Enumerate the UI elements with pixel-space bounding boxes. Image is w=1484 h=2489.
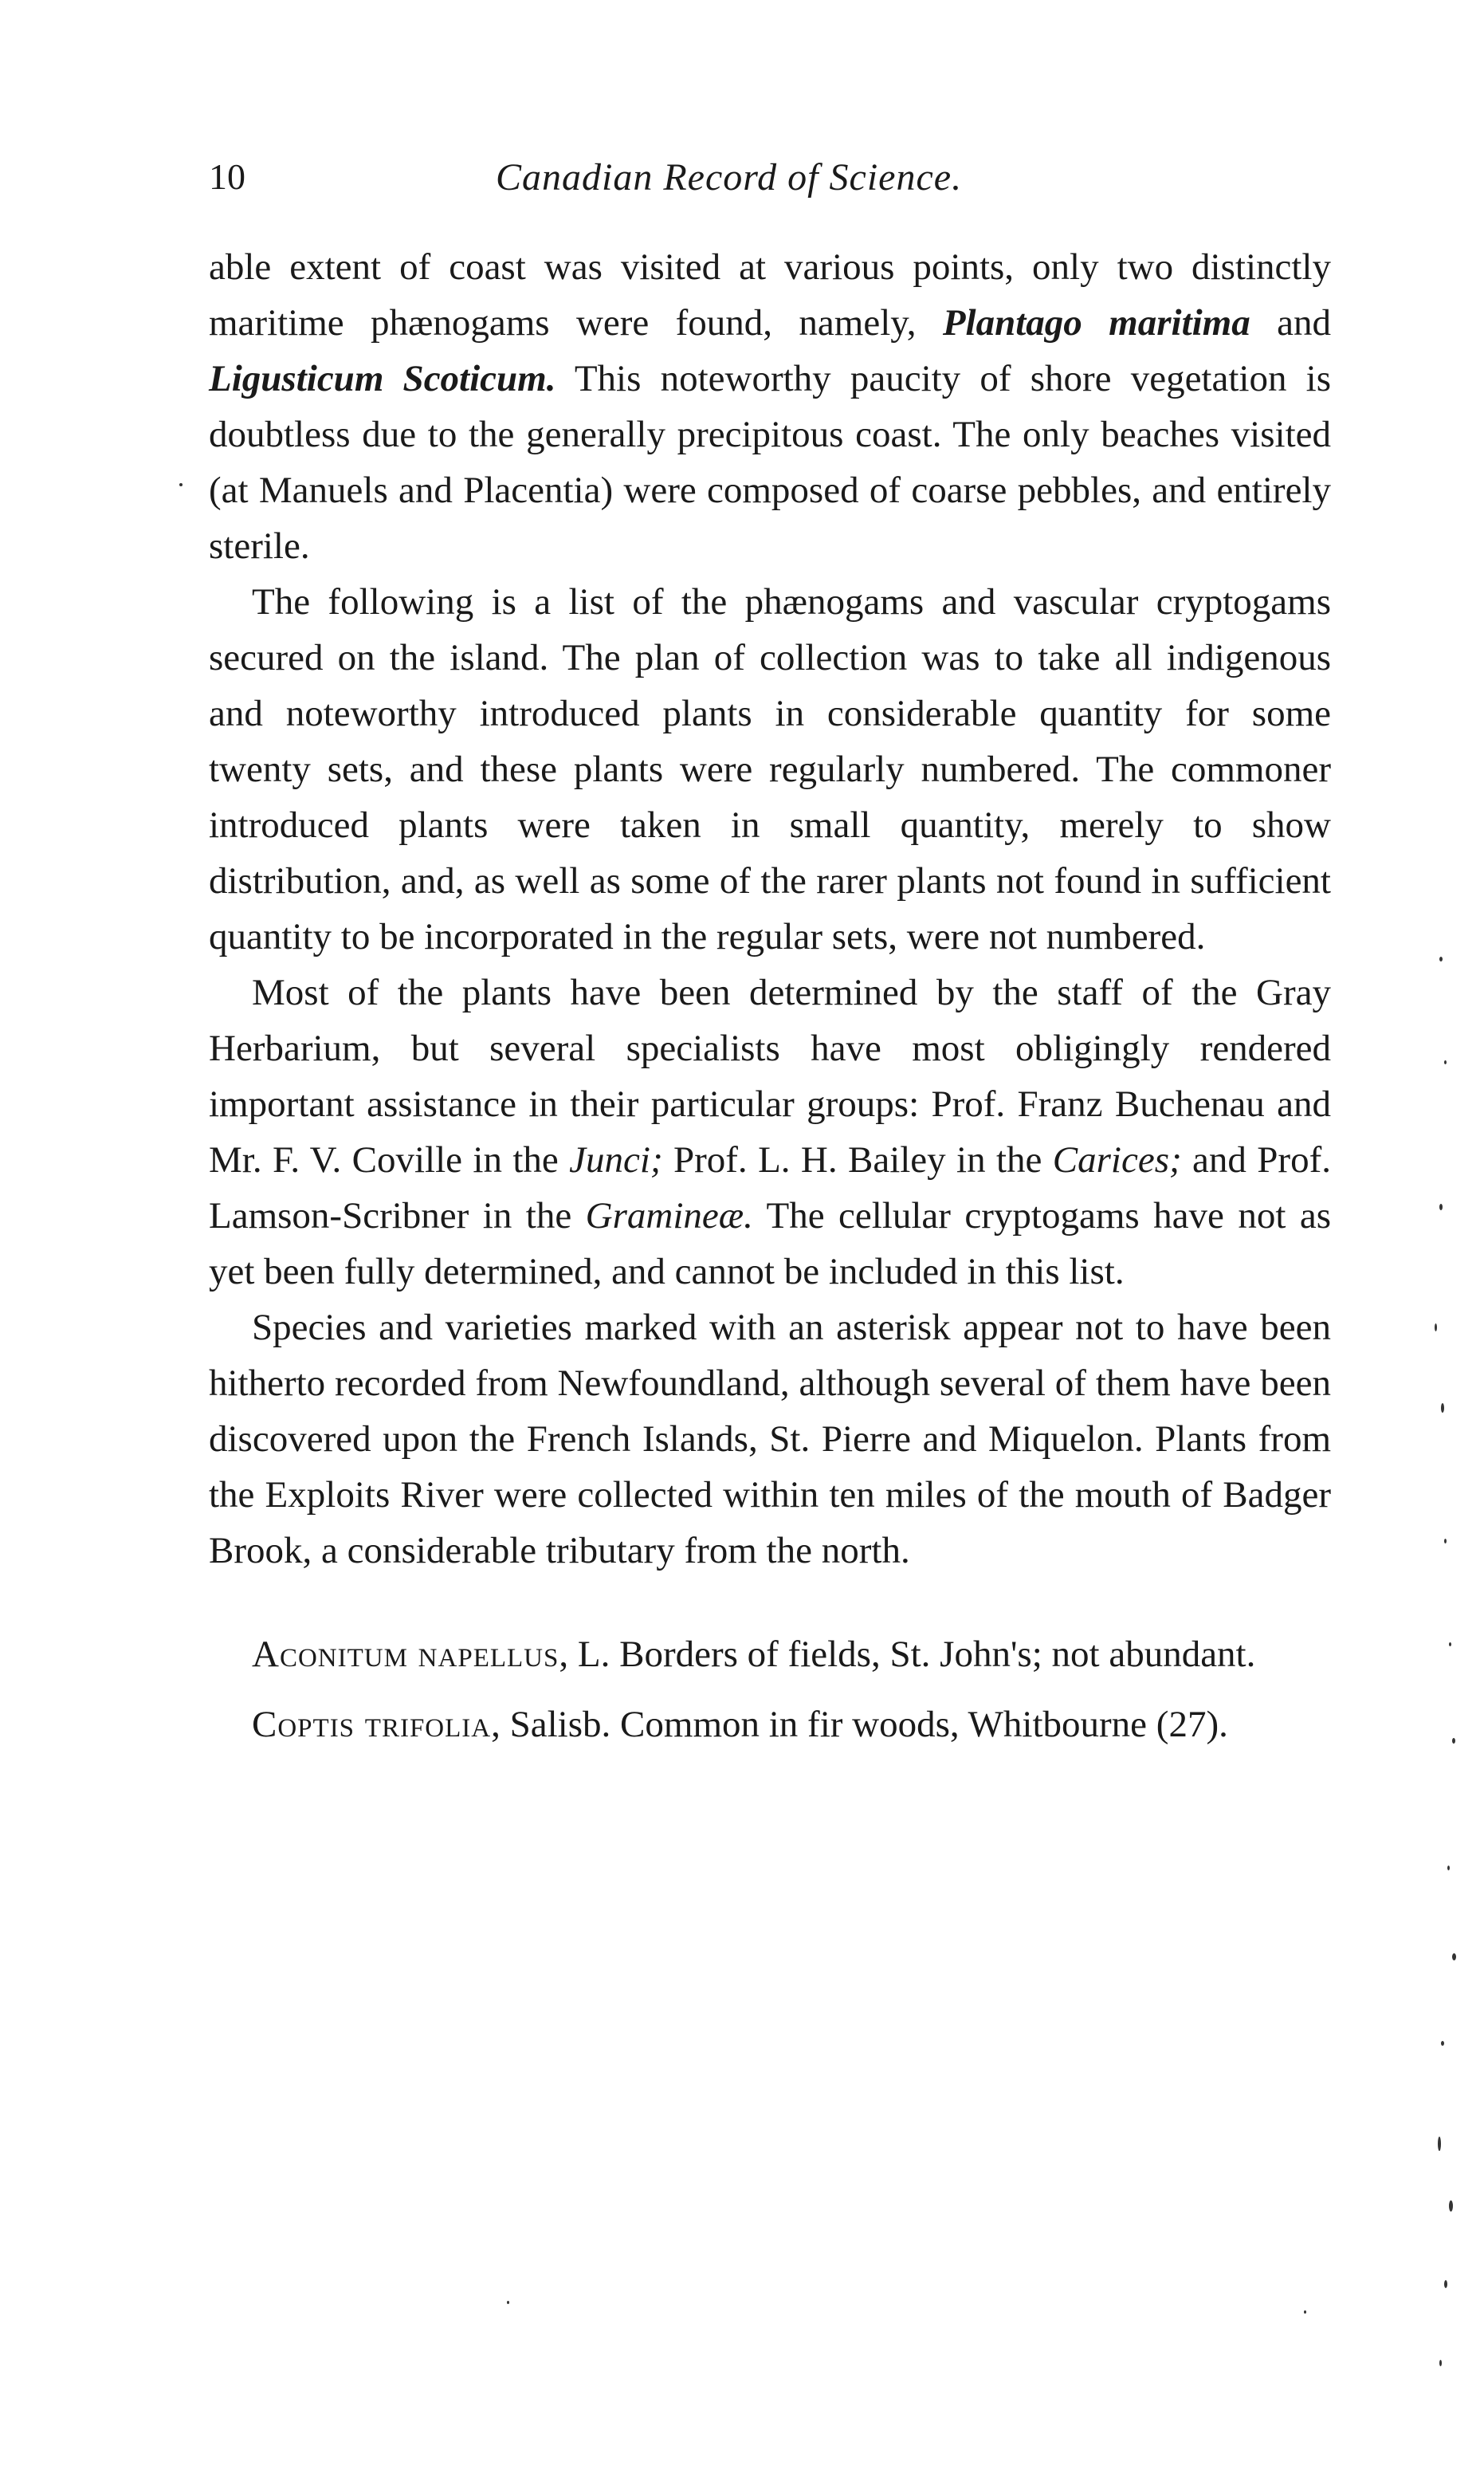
paragraph-text: Prof. L. H. Bailey in the [662, 1139, 1053, 1181]
emphasized-text: Carices; [1052, 1139, 1182, 1181]
species-description: Borders of fields, St. John's; not abundant. [610, 1634, 1256, 1675]
species-name: Coptis trifolia [252, 1704, 492, 1745]
paragraph-text: and Prof. Lamson-Scribner in the [209, 1139, 1331, 1237]
body-text [209, 239, 1331, 1752]
paragraph-text: able extent of coast was visited at various points, only two distinctly maritime phænogams were found, namely, [209, 246, 1331, 344]
emphasized-text: Plantago maritima [942, 302, 1250, 344]
emphasized-text: Junci; [569, 1139, 663, 1181]
paragraph-text: Species and varieties marked with an asterisk appear not to have been hitherto recorded from Newfoundland, although several of them have been discovered upon the French Islands, St. Pierre and Miquelon. Plants from the Exploits River were collected within ten miles of the mouth of Badger Brook, a considerable tributary from the north. [209, 1307, 1331, 1571]
species-description: Common in fir woods, Whitbourne (27). [610, 1704, 1228, 1745]
paragraph-text: This noteworthy paucity of shore vegetation is doubtless due to the generally precipitous coast. The only beaches visited (at Manuels and Placentia) were composed of coarse pebbles, and entirely sterile. [209, 358, 1332, 567]
page-header [209, 155, 1349, 211]
paragraph [209, 239, 1331, 574]
paragraph [209, 965, 1331, 1300]
paragraph-text: Most of the plants have been determined by the staff of the Gray Herbarium, but several specialists have most obligingly rendered important assistance in their particular groups: Prof. Franz Buchenau and Mr. F. V. Coville in the [209, 972, 1331, 1181]
species-authority: , Salisb. [491, 1704, 611, 1745]
paragraph-text: and [1250, 302, 1331, 344]
page-number: 10 [209, 156, 245, 197]
paragraph [209, 1300, 1331, 1579]
section-spacer [209, 1579, 1331, 1626]
species-authority: , L. [559, 1634, 610, 1675]
paragraph-text: The following is a list of the phænogams and vascular cryptogams secured on the island. The plan of collection was to take all indigenous and noteworthy introduced plants in considerable quantity for some twenty sets, and these plants were regularly numbered. The commoner introduced plants were taken in small quantity, merely to show distribution, and, as well as some of the rarer plants not found in sufficient quantity to be incorporated in the regular sets, were not numbered. [209, 581, 1331, 957]
emphasized-text: Ligusticum Scoticum. [209, 358, 556, 399]
species-entry [209, 1626, 1331, 1682]
species-name: Aconitum napellus [252, 1634, 559, 1675]
emphasized-text: Gramineæ. [585, 1195, 753, 1237]
paragraph-text: The cellular cryptogams have not as yet been fully determined, and cannot be included in this list. [209, 1195, 1331, 1292]
species-entry [209, 1697, 1331, 1752]
paragraph [209, 574, 1331, 965]
running-title: Canadian Record of Science. [496, 156, 963, 199]
